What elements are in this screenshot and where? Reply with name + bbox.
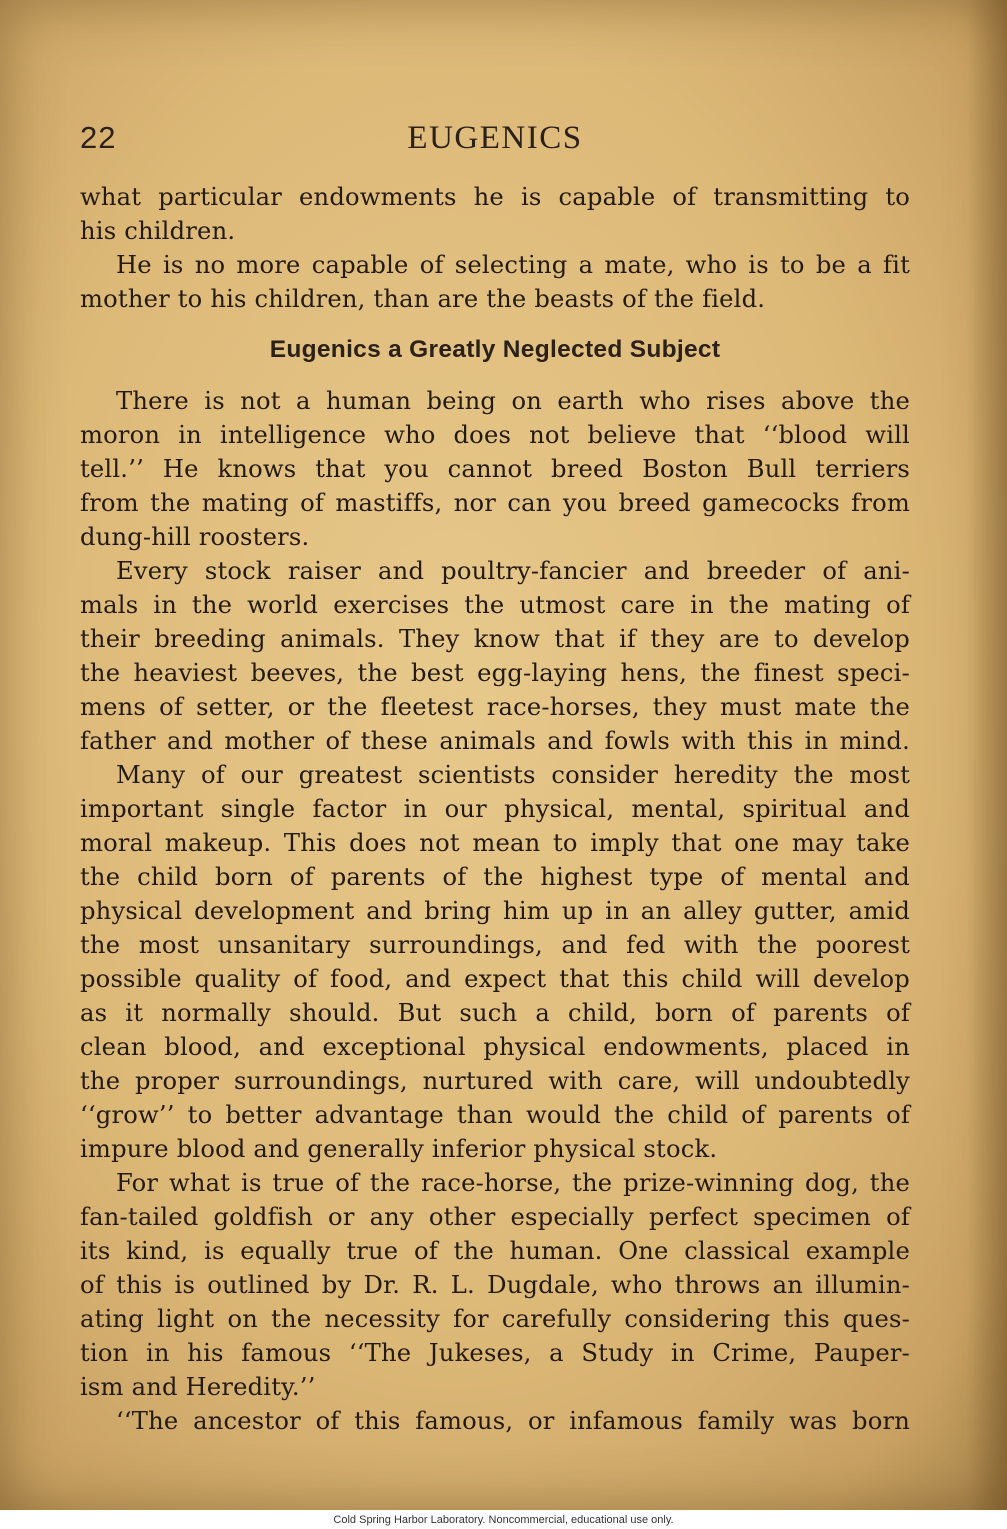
text-line: For what is true of the race-horse, the prize-winning dog, the	[116, 1169, 910, 1197]
text-line: There is not a human being on earth who rises above the	[116, 387, 910, 415]
body-text	[80, 180, 910, 1438]
text-line: of this is outlined by Dr. R. L. Dugdale, who throws an illumin-	[80, 1271, 910, 1299]
text-line: mens of setter, or the fleetest race-horses, they must mate the	[80, 693, 910, 721]
text-line: his children.	[80, 217, 236, 245]
text-line: ating light on the necessity for carefully considering this ques-	[80, 1305, 910, 1333]
text-line: the most unsanitary surroundings, and fed with the poorest	[80, 931, 910, 959]
text-line: physical development and bring him up in an alley gutter, amid	[80, 897, 910, 925]
text-line: the proper surroundings, nurtured with care, will undoubtedly	[80, 1067, 910, 1095]
text-line: mals in the world exercises the utmost care in the mating of	[80, 591, 910, 619]
text-line: its kind, is equally true of the human. One classical example	[80, 1237, 910, 1265]
archive-credit: Cold Spring Harbor Laboratory. Noncommercial, educational use only.	[333, 1514, 674, 1526]
text-line: ‘‘grow’’ to better advantage than would the child of parents of	[80, 1101, 910, 1129]
text-line: what particular endowments he is capable of transmitting to	[80, 183, 910, 211]
text-line: the child born of parents of the highest type of mental and	[80, 863, 910, 891]
text-line: tell.’’ He knows that you cannot breed Boston Bull terriers	[80, 455, 910, 483]
text-line: ism and Heredity.’’	[80, 1373, 316, 1401]
text-line: impure blood and generally inferior physical stock.	[80, 1135, 718, 1163]
text-line: fan-tailed goldfish or any other especially perfect specimen of	[80, 1203, 910, 1231]
text-line: as it normally should. But such a child, born of parents of	[80, 999, 910, 1027]
text-line: important single factor in our physical, mental, spiritual and	[80, 795, 910, 823]
text-line: tion in his famous ‘‘The Jukeses, a Study in Crime, Pauper-	[80, 1339, 910, 1367]
text-line: father and mother of these animals and fowls with this in mind.	[80, 727, 910, 755]
text-line: Many of our greatest scientists consider heredity the most	[116, 761, 910, 789]
text-line: from the mating of mastiffs, nor can you breed gamecocks from	[80, 489, 910, 517]
text-line: moral makeup. This does not mean to imply that one may take	[80, 829, 910, 857]
page-edge-shadow	[967, 0, 1007, 1510]
page-number: 22	[80, 120, 117, 155]
text-line: moron in intelligence who does not believe that ‘‘blood will	[80, 421, 910, 449]
text-line: mother to his children, than are the beasts of the field.	[80, 285, 766, 313]
text-line: the heaviest beeves, the best egg-laying hens, the finest speci-	[80, 659, 910, 687]
text-line: ‘‘The ancestor of this famous, or infamous family was born	[116, 1407, 910, 1435]
section-heading: Eugenics a Greatly Neglected Subject	[269, 336, 721, 363]
text-line: clean blood, and exceptional physical endowments, placed in	[80, 1033, 910, 1061]
text-line: dung-hill roosters.	[80, 523, 310, 551]
running-head	[80, 120, 910, 164]
running-title: EUGENICS	[407, 120, 583, 156]
text-line: Every stock raiser and poultry-fancier and breeder of ani-	[116, 557, 910, 585]
text-line: possible quality of food, and expect that this child will develop	[80, 965, 910, 993]
text-line: He is no more capable of selecting a mate, who is to be a fit	[116, 251, 910, 279]
text-line: their breeding animals. They know that if they are to develop	[80, 625, 910, 653]
